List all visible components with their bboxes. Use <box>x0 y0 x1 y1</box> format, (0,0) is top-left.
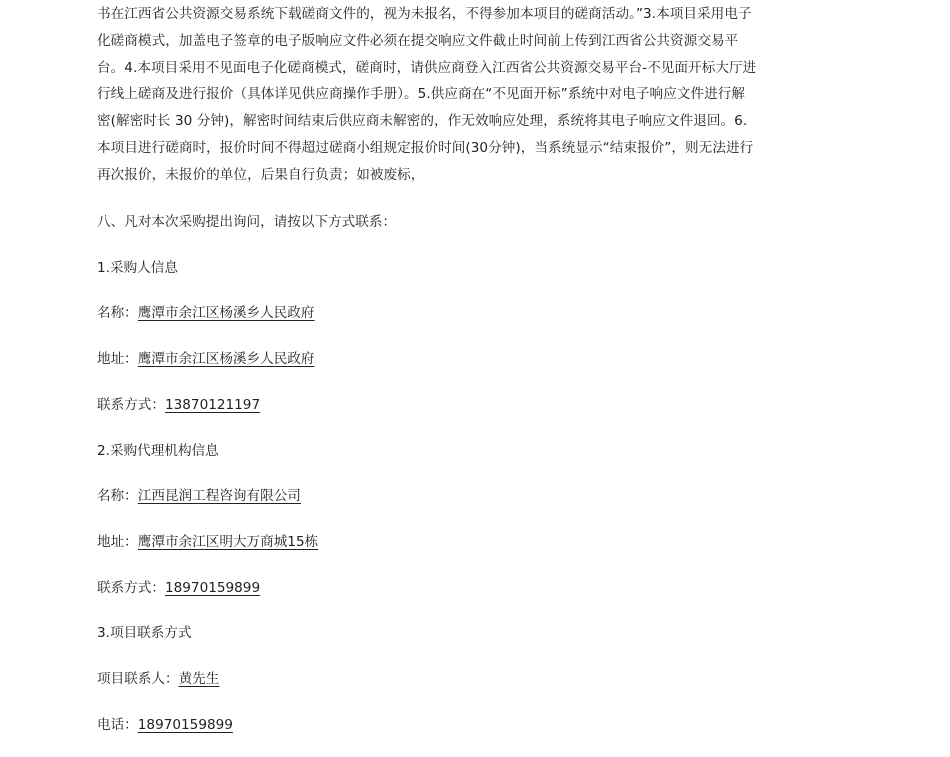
purchaser-name-value: 鹰潭市余江区杨溪乡人民政府 <box>137 305 315 321</box>
purchaser-heading: 1.采购人信息 <box>97 260 178 276</box>
purchaser-contact-row <box>97 395 260 415</box>
document-content <box>97 0 757 733</box>
agency-contact-label: 联系方式： <box>97 580 165 596</box>
agency-contact-value: 18970159899 <box>164 580 261 596</box>
purchaser-contact-value: 13870121197 <box>164 397 261 413</box>
agency-address-value: 鹰潭市余江区明大万商城15栋 <box>137 534 319 550</box>
project-phone-row <box>97 715 233 735</box>
agency-name-row <box>97 486 301 506</box>
purchaser-name-label: 名称： <box>97 305 138 321</box>
project-person-label: 项目联系人： <box>97 671 179 687</box>
purchaser-contact-label: 联系方式： <box>97 397 165 413</box>
project-phone-label: 电话： <box>97 717 138 733</box>
section8-heading: 八、凡对本次采购提出询问，请按以下方式联系： <box>97 214 397 230</box>
agency-heading: 2.采购代理机构信息 <box>97 443 219 459</box>
purchaser-name-row <box>97 303 315 323</box>
agency-name-value: 江西昆润工程咨询有限公司 <box>137 488 301 504</box>
agency-address-label: 地址： <box>97 534 138 550</box>
project-person-value: 黄先生 <box>178 671 220 687</box>
purchaser-address-value: 鹰潭市余江区杨溪乡人民政府 <box>137 351 315 367</box>
agency-address-row <box>97 532 318 552</box>
purchaser-address-row <box>97 349 315 369</box>
project-contact-heading: 3.项目联系方式 <box>97 625 192 641</box>
purchaser-address-label: 地址： <box>97 351 138 367</box>
agency-name-label: 名称： <box>97 488 138 504</box>
body-paragraph: 书在江西省公共资源交易系统下载磋商文件的，视为未报名，不得参加本项目的磋商活动。”3.本项目采用电子化磋商模式，加盖电子签章的电子版响应文件必须在提交响应文件截止时间前上传到江西省公共资源交易平台。4.本项目采用不见面电子化磋商模式，磋商时，请供应商登入江西省公共资源交易平台-不见面开标大厅进行线上磋商及进行报价（具体详见供应商操作手册）。5.供应商在“不见面开标”系统中对电子响应文件进行解密(解密时长 30 分钟)，解密时间结束后供应商未解密的，作无效响应处理，系统将其电子响应文件退回。6.本项目进行磋商时，报价时间不得超过磋商小组规定报价时间(30分钟)，当系统显示“结束报价”，则无法进行再次报价，未报价的单位，后果自行负责；如被废标， <box>97 6 757 183</box>
project-phone-value: 18970159899 <box>137 717 233 733</box>
agency-contact-row <box>97 578 260 598</box>
project-person-row <box>97 669 219 689</box>
